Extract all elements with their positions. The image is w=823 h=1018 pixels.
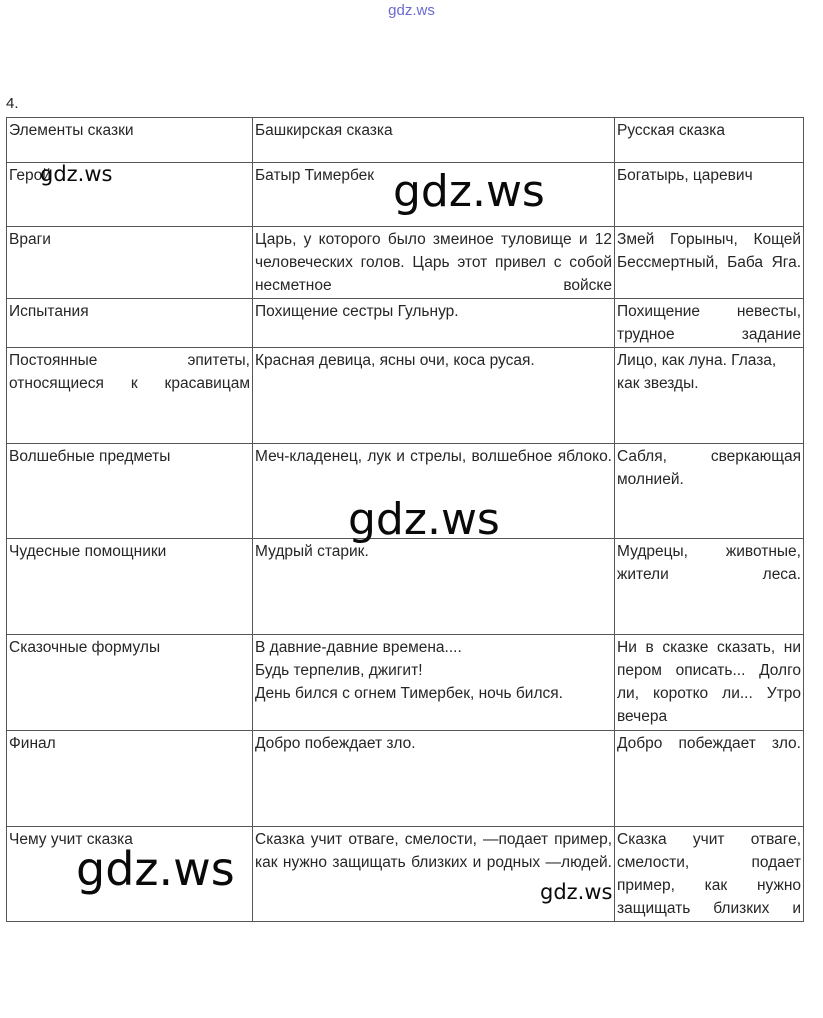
row-element: Чему учит сказка (7, 827, 253, 922)
task-number: 4. (6, 95, 19, 112)
table-row (7, 227, 804, 299)
header-elements: Элементы сказки (7, 118, 253, 163)
header-bashkir: Башкирская сказка (253, 118, 615, 163)
row-bashkir: Меч-кладенец, лук и стрелы, волшебное яблоко. (253, 444, 615, 539)
formula-line: День бился с огнем Тимербек, ночь бился. (255, 685, 563, 702)
row-element: Волшебные предметы (7, 444, 253, 539)
table-header-row (7, 118, 804, 163)
table-row (7, 348, 804, 444)
row-element: Враги (7, 227, 253, 299)
row-element: Финал (7, 731, 253, 827)
row-bashkir: Похищение сестры Гульнур. (253, 299, 615, 348)
row-element: Сказочные формулы (7, 635, 253, 731)
row-russian: Богатырь, царевич (615, 163, 804, 227)
row-element: Герой (7, 163, 253, 227)
site-label[interactable]: gdz.ws (388, 2, 435, 19)
row-bashkir: Батыр Тимербек (253, 163, 615, 227)
table-row (7, 539, 804, 635)
row-bashkir: Царь, у которого было змеиное туловище и 12 человеческих голов. Царь этот привел с собой несметное войске (253, 227, 615, 299)
row-russian: Сказка учит отваге, смелости, подает пример, как нужно защищать близких и (615, 827, 804, 922)
row-russian: Лицо, как луна. Глаза, как звезды. (615, 348, 804, 444)
row-element: Постоянные эпитеты, относящиеся к красавицам (7, 348, 253, 444)
row-element: Чудесные помощники (7, 539, 253, 635)
row-russian: Сабля, сверкающая молнией. (615, 444, 804, 539)
watermark: gdz.ws (40, 162, 113, 186)
header-russian: Русская сказка (615, 118, 804, 163)
formula-line: В давние-давние времена.... (255, 639, 462, 656)
row-bashkir: Сказка учит отваге, смелости, —подает пример, как нужно защищать близких и родных —людей. (253, 827, 615, 922)
row-bashkir: Красная девица, ясны очи, коса русая. (253, 348, 615, 444)
row-bashkir: Мудрый старик. (253, 539, 615, 635)
watermark: gdz.ws (393, 166, 545, 217)
formula-line: Будь терпелив, джигит! (255, 662, 423, 679)
row-bashkir: Добро побеждает зло. (253, 731, 615, 827)
row-russian: Мудрецы, животные, жители леса. (615, 539, 804, 635)
row-russian: Похищение невесты, трудное задание (615, 299, 804, 348)
table-row (7, 731, 804, 827)
row-russian: Добро побеждает зло. (615, 731, 804, 827)
row-element: Испытания (7, 299, 253, 348)
row-bashkir-formulas (253, 635, 615, 731)
watermark: gdz.ws (76, 842, 235, 896)
watermark: gdz.ws (348, 494, 500, 545)
row-russian: Змей Горыныч, Кощей Бессмертный, Баба Яга. (615, 227, 804, 299)
row-russian: Ни в сказке сказать, ни пером описать... Долго ли, коротко ли... Утро вечера (615, 635, 804, 731)
watermark: gdz.ws (540, 880, 613, 904)
table-row (7, 299, 804, 348)
table-row (7, 635, 804, 731)
